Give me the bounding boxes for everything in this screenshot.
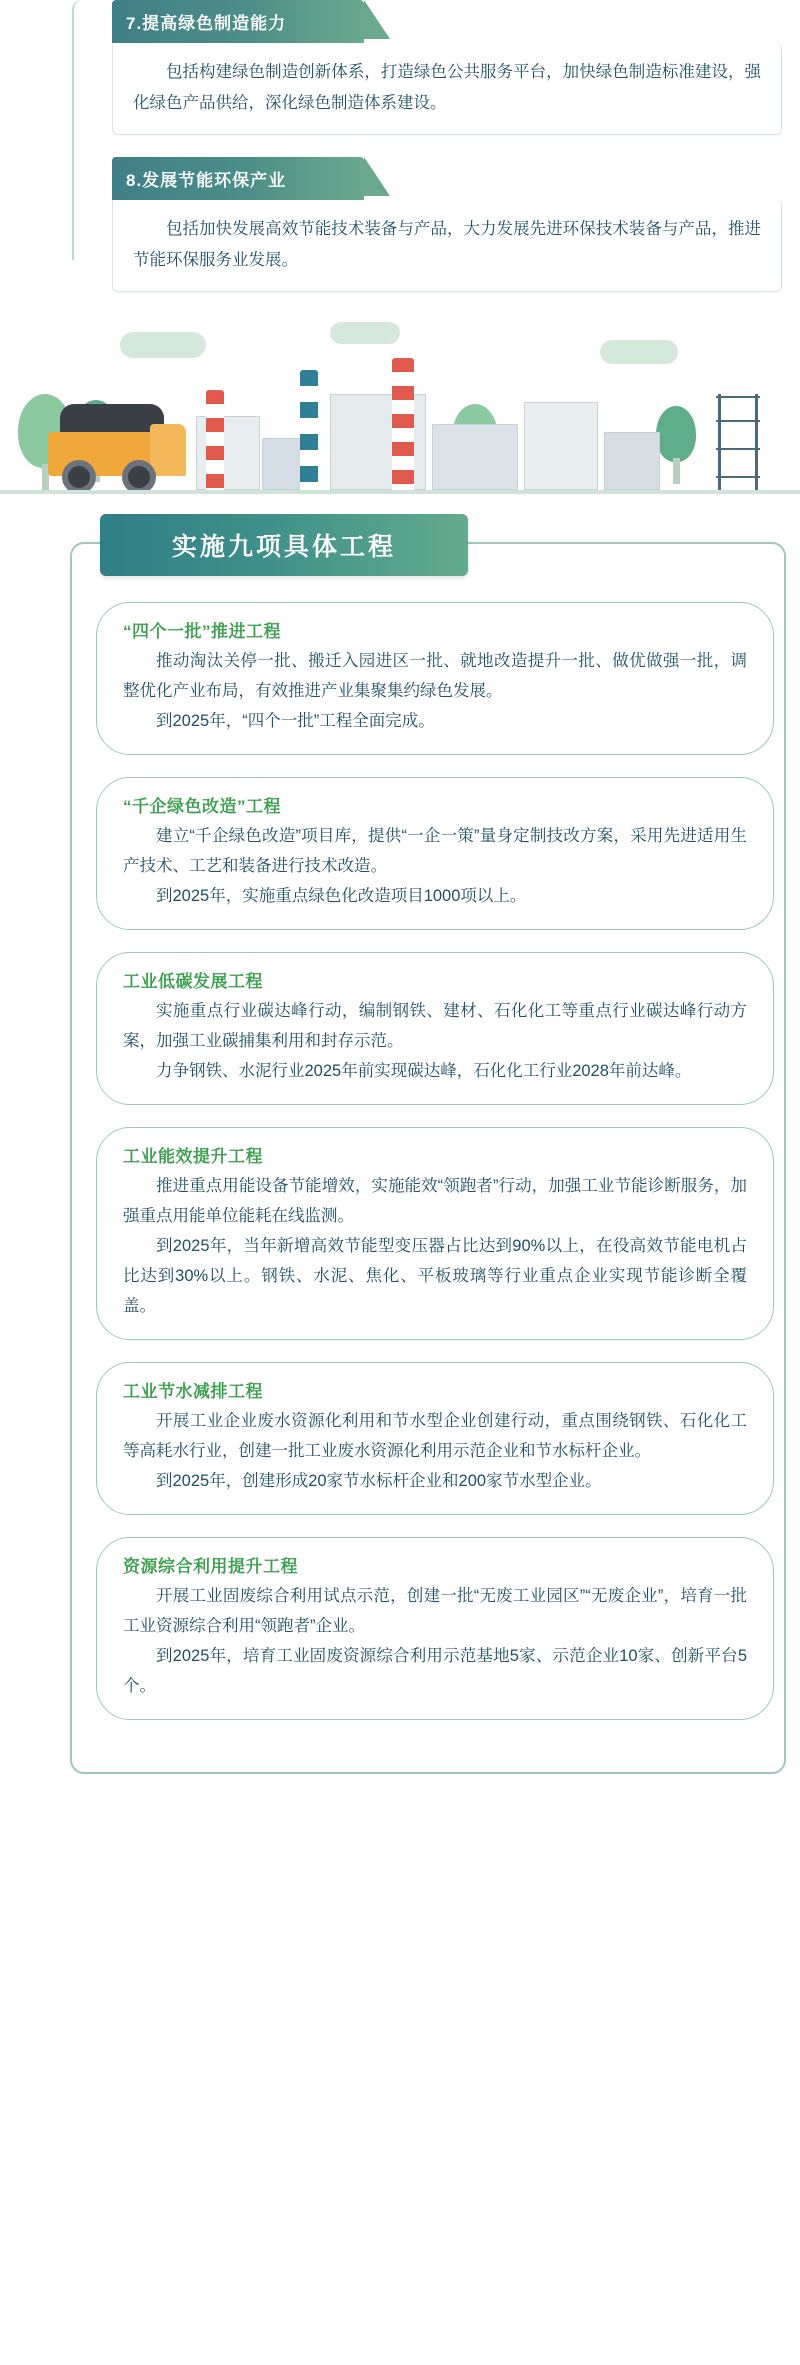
project-card [96,1127,774,1340]
project-paragraph: 开展工业固废综合利用试点示范，创建一批“无废工业园区”“无废企业”，培育一批工业资源综合利用“领跑者”企业。 [123,1587,747,1636]
project-paragraph: 推进重点用能设备节能增效，实施能效“领跑者”行动，加强工业节能诊断服务，加强重点用能单位能耗在线监测。 [123,1177,747,1226]
smokestack-icon [300,370,318,490]
smokestack-icon [392,358,414,490]
project-title: “四个一批”推进工程 [123,622,281,642]
measure-7-body: 包括构建绿色制造创新体系，打造绿色公共服务平台，加快绿色制造标准建设，强化绿色产品供给，深化绿色制造体系建设。 [112,43,782,135]
project-paragraph: 实施重点行业碳达峰行动，编制钢铁、建材、石化化工等重点行业碳达峰行动方案，加强工业碳捕集利用和封存示范。 [123,1002,747,1051]
cloud-icon [600,340,678,364]
project-card [96,1362,774,1515]
measure-7-heading: 7.提高绿色制造能力 [112,0,364,43]
project-paragraph: 到2025年，创建形成20家节水标杆企业和200家节水型企业。 [156,1472,602,1491]
top-measures-section [0,0,800,292]
measure-item-8 [0,157,800,292]
project-card [96,952,774,1105]
measure-8-body: 包括加快发展高效节能技术装备与产品，大力发展先进环保技术装备与产品，推进节能环保服务业发展。 [112,200,782,292]
power-tower-icon [716,394,760,490]
truck-wheel [122,460,156,494]
project-paragraph: 到2025年，实施重点绿色化改造项目1000项以上。 [156,887,527,906]
factory-building [432,424,518,490]
project-title: 工业节水减排工程 [123,1382,263,1402]
project-paragraph: 到2025年，培育工业固废资源综合利用示范基地5家、示范企业10家、创新平台5个。 [123,1647,747,1696]
project-paragraph: 力争钢铁、水泥行业2025年前实现碳达峰，石化化工行业2028年前达峰。 [156,1062,692,1081]
tree-icon [656,406,696,484]
cloud-icon [330,322,400,344]
coal-truck-cab [150,424,186,476]
project-card [96,777,774,930]
project-paragraph: 开展工业企业废水资源化利用和节水型企业创建行动，重点围绕钢铁、石化化工等高耗水行业，创建一批工业废水资源化利用示范企业和节水标杆企业。 [123,1412,747,1461]
industry-scene-illustration [0,314,800,504]
nine-projects-section [0,514,800,1782]
truck-wheel [62,460,96,494]
project-paragraph: 到2025年，当年新增高效节能型变压器占比达到90%以上，在役高效节能电机占比达到30%以上。钢铁、水泥、焦化、平板玻璃等行业重点企业实现节能诊断全覆盖。 [123,1237,747,1316]
cloud-icon [120,332,206,358]
section-title: 实施九项具体工程 [100,514,468,576]
projects-list [96,602,774,1720]
factory-building [604,432,660,490]
project-title: 资源综合利用提升工程 [123,1557,298,1577]
project-title: “千企绿色改造”工程 [123,797,281,817]
project-card [96,602,774,755]
smokestack-icon [206,390,224,490]
project-title: 工业能效提升工程 [123,1147,263,1167]
project-card [96,1537,774,1720]
measure-8-heading: 8.发展节能环保产业 [112,157,364,200]
project-paragraph: 建立“千企绿色改造”项目库，提供“一企一策”量身定制技改方案，采用先进适用生产技术、工艺和装备进行技术改造。 [123,827,747,876]
project-paragraph: 到2025年，“四个一批”工程全面完成。 [156,712,435,731]
factory-building [524,402,598,490]
ground-line [0,490,800,494]
project-title: 工业低碳发展工程 [123,972,263,992]
coal-load [60,404,164,434]
measure-item-7 [0,0,800,135]
project-paragraph: 推动淘汰关停一批、搬迁入园进区一批、就地改造提升一批、做优做强一批，调整优化产业布局，有效推进产业集聚集约绿色发展。 [123,652,747,701]
